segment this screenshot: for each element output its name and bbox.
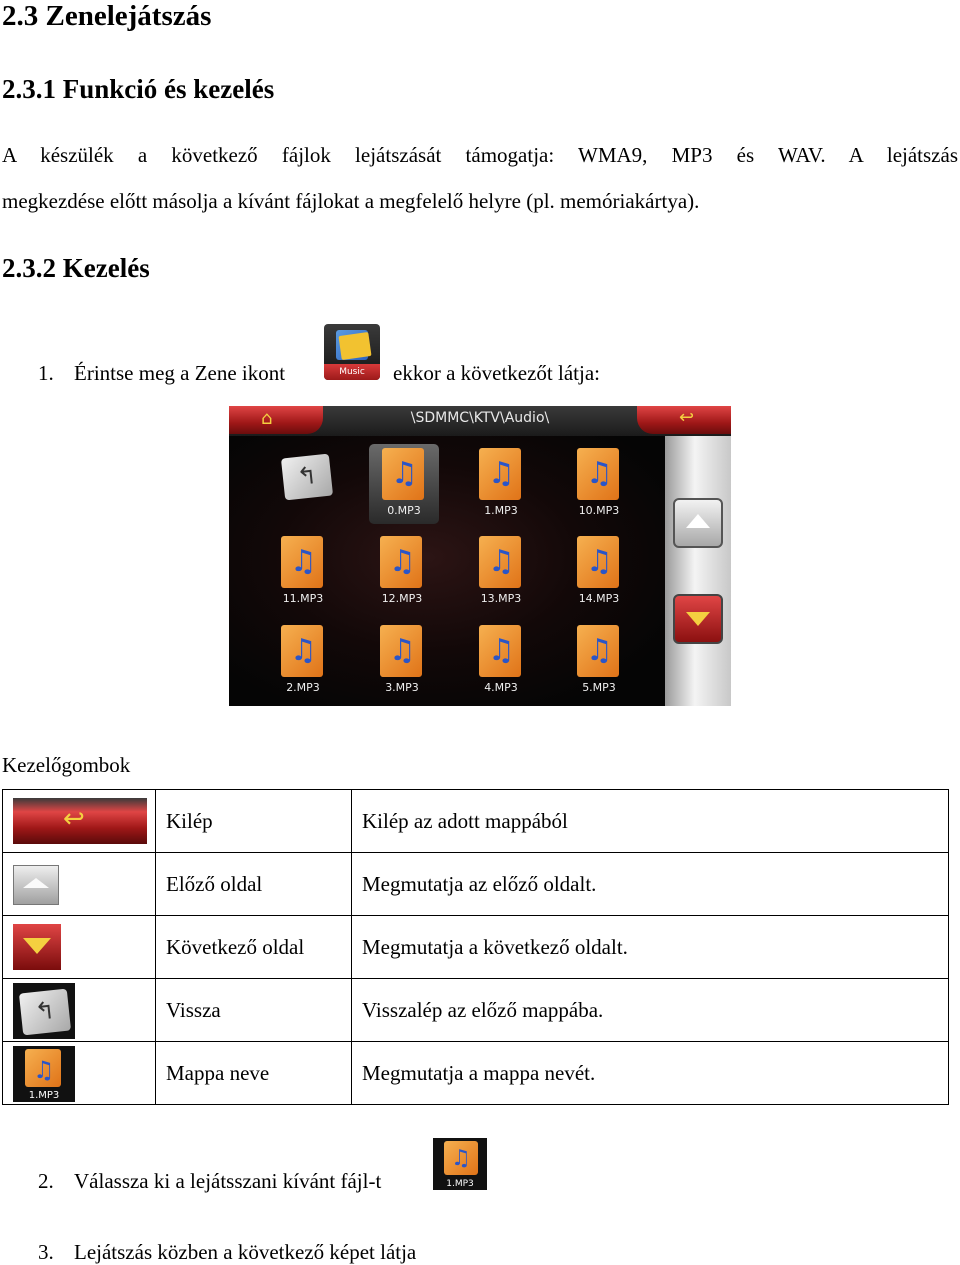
control-name: Előző oldal: [156, 853, 352, 916]
home-icon: ⌂: [261, 408, 273, 429]
step-number: 1.: [38, 361, 54, 385]
music-file-icon: ♫ 1.MP3: [433, 1138, 487, 1190]
table-row: [3, 790, 949, 853]
music-paper-icon: [338, 332, 371, 360]
previous-page-button[interactable]: [673, 498, 723, 548]
folder-up-icon[interactable]: ↰: [281, 454, 333, 501]
file-item[interactable]: [564, 621, 634, 701]
subsection-title-operation: 2.3.2 Kezelés: [2, 253, 150, 283]
next-page-icon: [13, 924, 61, 970]
file-name: 10.MP3: [578, 504, 620, 517]
music-note-icon: ♫: [488, 456, 515, 491]
file-name: 12.MP3: [381, 592, 423, 605]
control-description: Megmutatja a mappa nevét.: [352, 1042, 949, 1105]
music-note-icon: ♫: [586, 633, 613, 668]
music-browser-screenshot: [229, 406, 731, 706]
control-icon-cell: [3, 1042, 156, 1105]
step-number: 2.: [38, 1169, 54, 1193]
music-app-icon: [324, 324, 380, 380]
table-row: [3, 916, 949, 979]
file-name: 0.MP3: [387, 504, 421, 517]
file-icon-label: 1.MP3: [28, 1090, 60, 1101]
music-note-icon: ♫: [391, 456, 418, 491]
control-icon-cell: [3, 790, 156, 853]
file-name: 14.MP3: [578, 592, 620, 605]
music-file-icon: ♫ 1.MP3: [13, 1046, 75, 1102]
control-description: Megmutatja a következő oldalt.: [352, 916, 949, 979]
file-icon-label: 1.MP3: [446, 1179, 474, 1189]
file-item[interactable]: [367, 532, 437, 612]
step-text: Válassza ki a lejátsszani kívánt fájl-t: [74, 1169, 382, 1193]
music-note-icon: ♫: [488, 633, 515, 668]
control-icon-cell: [3, 916, 156, 979]
file-name: 5.MP3: [582, 681, 616, 694]
file-name: 2.MP3: [286, 681, 320, 694]
subsection-title-function: 2.3.1 Funkció és kezelés: [2, 74, 275, 104]
scroll-panel: [665, 436, 731, 706]
music-note-icon: ♫: [290, 544, 317, 579]
file-name: 4.MP3: [484, 681, 518, 694]
next-page-button[interactable]: [673, 594, 723, 644]
step-text-after: ekkor a következőt látja:: [393, 361, 600, 385]
control-name: Kilép: [156, 790, 352, 853]
step-number: 3.: [38, 1240, 54, 1264]
file-item[interactable]: [564, 444, 634, 524]
folder-path: \SDMMC\KTV\Audio\: [410, 410, 550, 426]
control-name: Mappa neve: [156, 1042, 352, 1105]
step-text-before: Érintse meg a Zene ikont: [74, 361, 286, 385]
music-note-icon: ♫: [488, 544, 515, 579]
file-item[interactable]: [268, 621, 338, 701]
control-description: Megmutatja az előző oldalt.: [352, 853, 949, 916]
file-name: 1.MP3: [484, 504, 518, 517]
file-item[interactable]: [466, 532, 536, 612]
controls-title: Kezelőgombok: [2, 753, 131, 777]
file-item[interactable]: [367, 621, 437, 701]
controls-table: [2, 789, 949, 1105]
music-note-icon: ♫: [586, 544, 613, 579]
control-name: Következő oldal: [156, 916, 352, 979]
control-icon-cell: [3, 853, 156, 916]
return-arrow-icon: ↩: [679, 407, 695, 428]
table-row: [3, 853, 949, 916]
control-description: Visszalép az előző mappába.: [352, 979, 949, 1042]
section-title: 2.3 Zenelejátszás: [2, 0, 212, 32]
music-note-icon: ♫: [290, 633, 317, 668]
folder-up-icon: ↰: [13, 983, 75, 1039]
file-item[interactable]: [466, 444, 536, 524]
table-row: [3, 1042, 949, 1105]
music-note-icon: ♫: [586, 456, 613, 491]
intro-line-2: megkezdése előtt másolja a kívánt fájlokat a megfelelő helyre (pl. memóriakártya).: [2, 189, 700, 213]
control-name: Vissza: [156, 979, 352, 1042]
intro-line-1: A készülék a következő fájlok lejátszását támogatja: WMA9, MP3 és WAV. A lejátszás: [2, 143, 958, 167]
file-item[interactable]: [268, 532, 338, 612]
file-name: 13.MP3: [480, 592, 522, 605]
previous-page-icon: [13, 865, 59, 905]
intro-paragraph: [2, 132, 958, 224]
music-note-icon: ♫: [389, 544, 416, 579]
control-description: Kilép az adott mappából: [352, 790, 949, 853]
exit-button[interactable]: [637, 406, 731, 434]
screen-top-bar: [229, 406, 731, 436]
file-item[interactable]: [466, 621, 536, 701]
exit-button-icon: ↩: [13, 798, 147, 844]
triangle-down-icon: [686, 612, 710, 626]
file-name: 11.MP3: [282, 592, 324, 605]
step-text: Lejátszás közben a következő képet látja: [74, 1240, 417, 1264]
control-icon-cell: [3, 979, 156, 1042]
file-item[interactable]: [564, 532, 634, 612]
table-row: [3, 979, 949, 1042]
music-icon-label: Music: [324, 364, 380, 380]
file-item[interactable]: [369, 444, 439, 524]
file-name: 3.MP3: [385, 681, 419, 694]
triangle-up-icon: [686, 514, 710, 528]
music-note-icon: ♫: [389, 633, 416, 668]
